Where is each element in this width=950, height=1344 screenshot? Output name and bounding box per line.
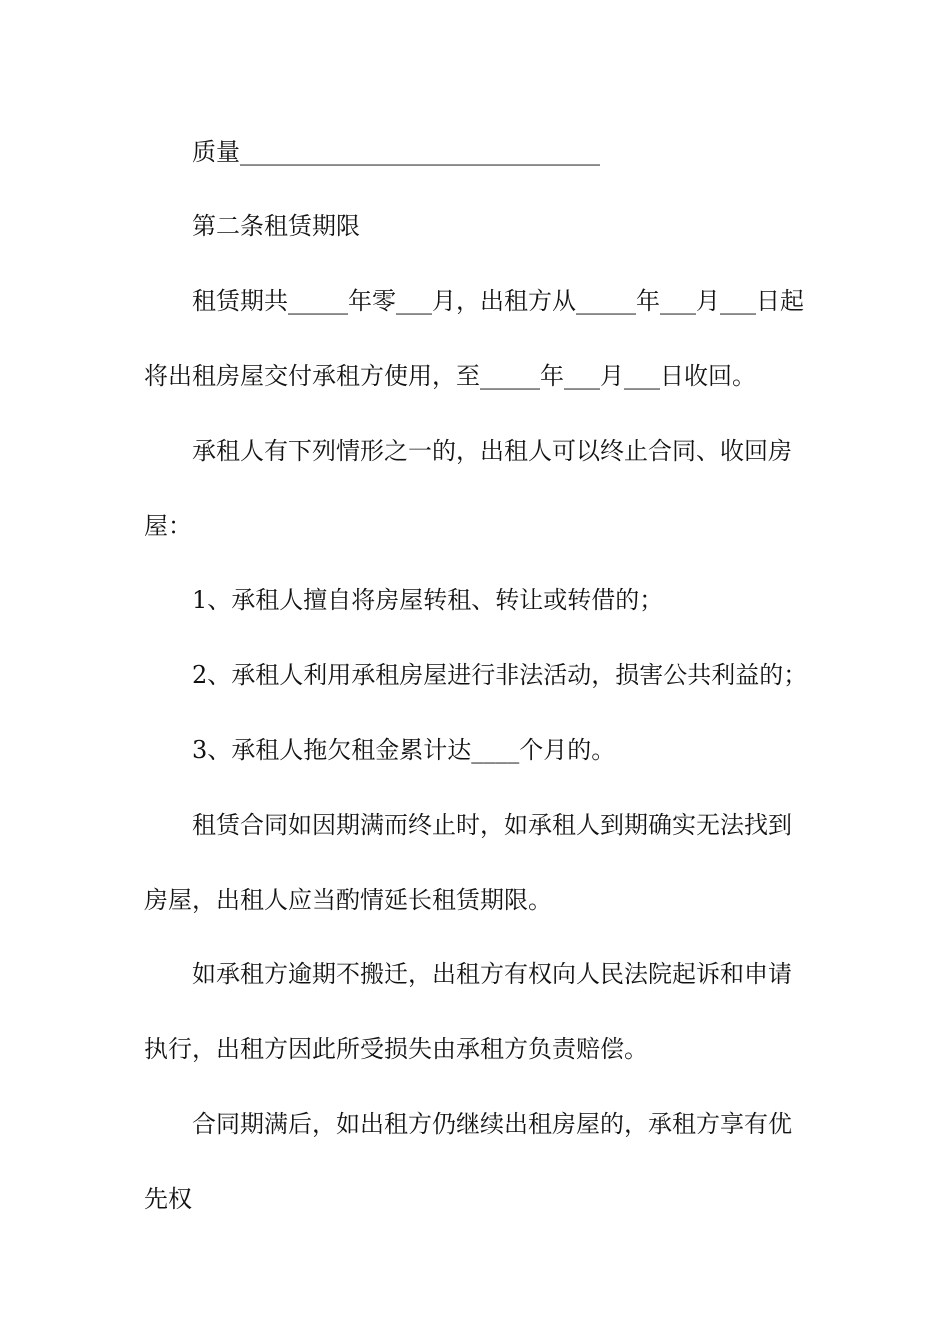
expiry-line-1: 租赁合同如因期满而终止时，如承租人到期确实无法找到: [192, 811, 792, 839]
condition-item-3: 3、承租人拖欠租金累计达____个月的。: [192, 736, 616, 764]
condition-item-2: 2、承租人利用承租房屋进行非法活动，损害公共利益的；: [192, 661, 808, 689]
lease-term-line-1: 租赁期共_____年零___月，出租方从_____年___月___日起: [192, 287, 804, 315]
termination-line-1: 承租人有下列情形之一的，出租人可以终止合同、收回房: [192, 437, 792, 465]
expiry-line-2: 房屋，出租人应当酌情延长租赁期限。: [144, 886, 552, 914]
quality-line: 质量______________________________: [192, 138, 600, 166]
section-heading: 第二条租赁期限: [192, 212, 360, 240]
priority-line-1: 合同期满后，如出租方仍继续出租房屋的，承租方享有优: [192, 1110, 792, 1138]
termination-line-2: 屋：: [144, 512, 192, 540]
overdue-line-2: 执行，出租方因此所受损失由承租方负责赔偿。: [144, 1035, 648, 1063]
priority-line-2: 先权: [144, 1185, 192, 1213]
lease-term-line-2: 将出租房屋交付承租方使用，至_____年___月___日收回。: [144, 362, 756, 390]
overdue-line-1: 如承租方逾期不搬迁，出租方有权向人民法院起诉和申请: [192, 960, 792, 988]
condition-item-1: 1、承租人擅自将房屋转租、转让或转借的；: [192, 586, 664, 614]
